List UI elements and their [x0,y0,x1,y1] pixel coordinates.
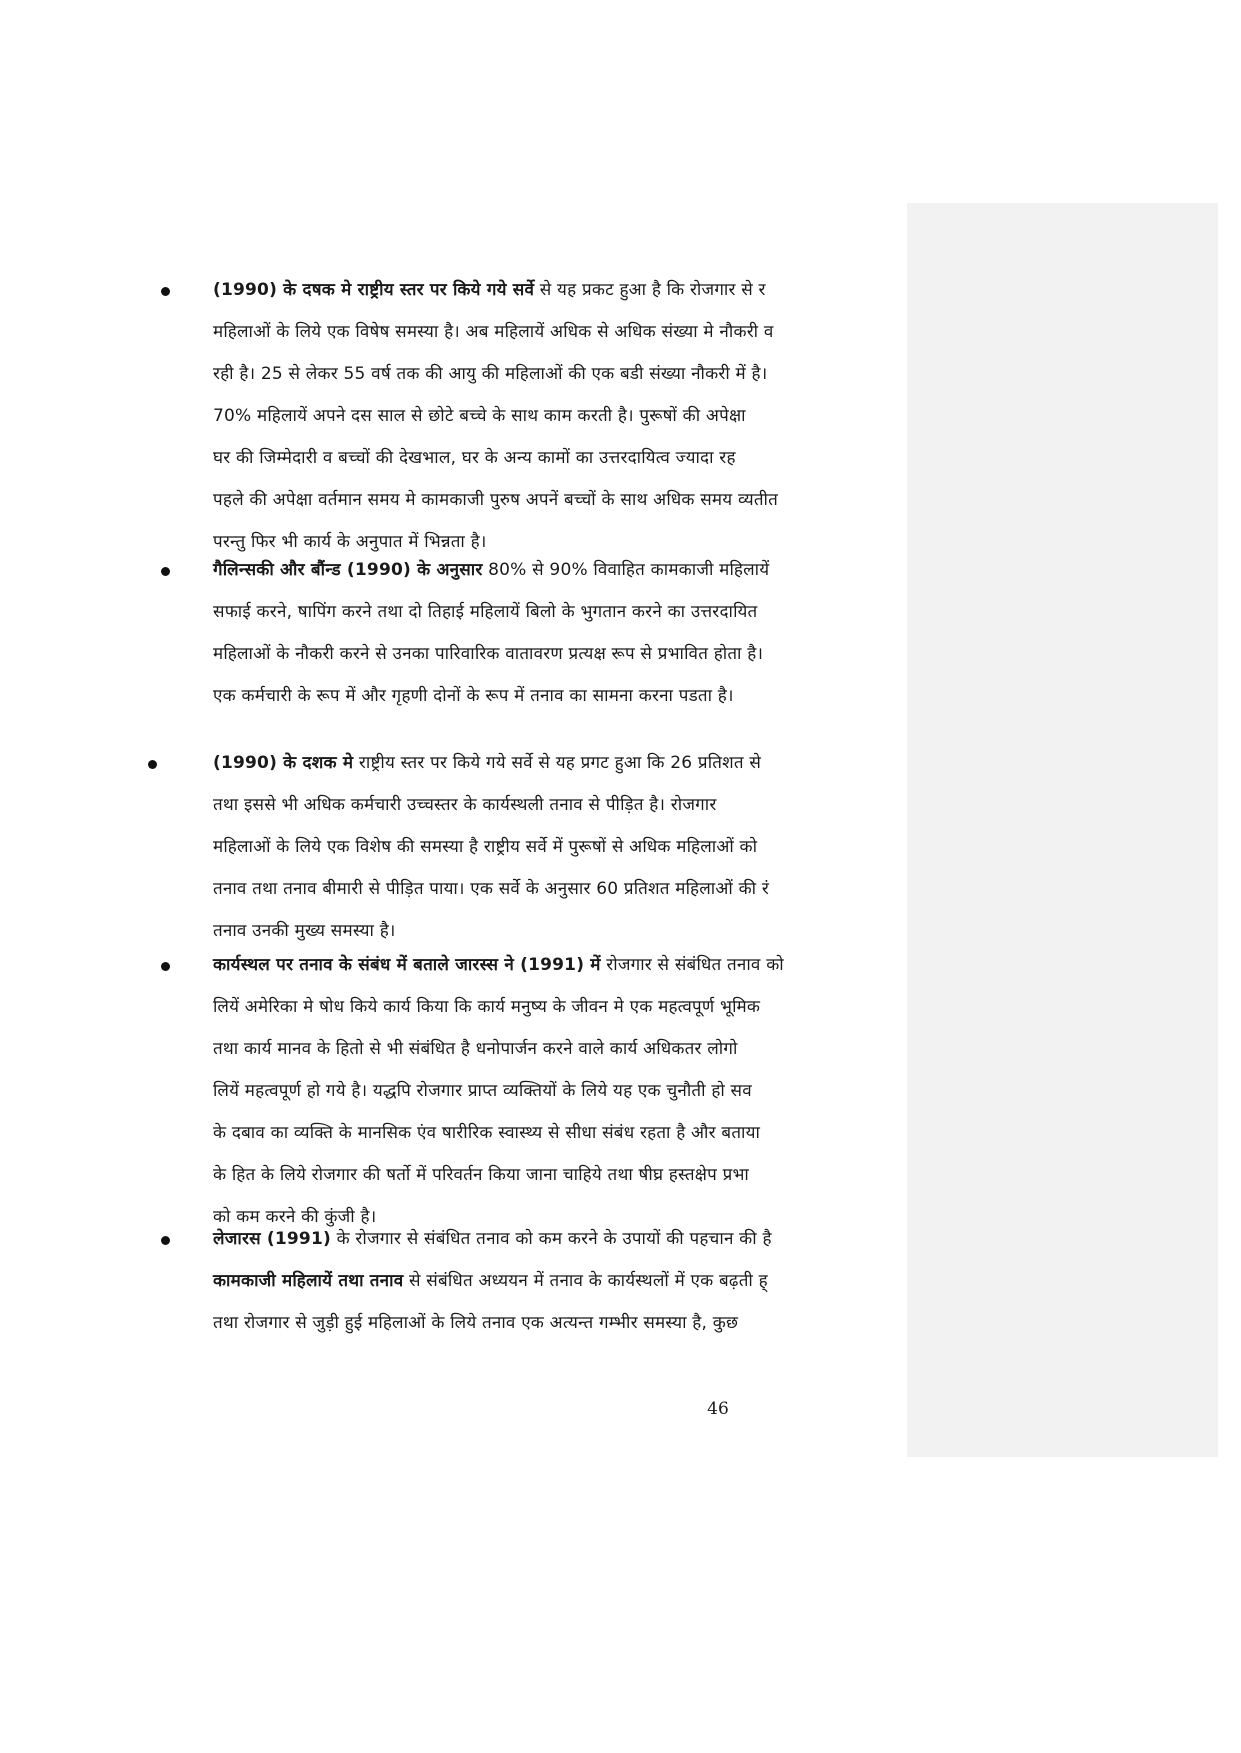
text-run: से संबंधित अध्ययन में तनाव के कार्यस्थलों में एक बढ़ती ह् [403,1271,768,1291]
text-run: तनाव तथा तनाव बीमारी से पीड़ित पाया। एक सर्वे के अनुसार 60 प्रतिशत महिलाओं की रं [213,879,769,899]
text-line [213,1229,772,1249]
text-run: महिलाओं के लिये एक विशेष की समस्या है राष्ट्रीय सर्वे में पुरूषों से अधिक महिलाओं को [213,837,758,857]
text-line [213,686,734,706]
bullet-dot [161,287,170,296]
bold-run: (1990) के दशक मे [213,753,354,773]
text-line [213,322,774,342]
text-line [213,1081,752,1101]
text-line [213,879,769,899]
text-line [213,1313,738,1333]
text-line [213,644,763,664]
text-run: रही है। 25 से लेकर 55 वर्ष तक की आयु की महिलाओं की एक बडी संख्या नौकरी में है। [213,364,768,384]
page-number: 46 [707,1399,729,1419]
text-line [213,1165,749,1185]
text-line [213,1207,376,1227]
text-line [213,532,487,552]
text-line [213,921,396,941]
text-line [213,448,736,468]
text-line [213,1039,738,1059]
text-run: एक कर्मचारी के रूप में और गृहणी दोनों के रूप में तनाव का सामना करना पडता है। [213,686,734,706]
text-run: के रोजगार से संबंधित तनाव को कम करने के उपायों की पहचान की है [330,1229,772,1249]
bold-run: (1990) के दषक मे राष्ट्रीय स्तर पर किये गये सर्वे [213,280,535,300]
text-run: महिलाओं के नौकरी करने से उनका पारिवारिक वातावरण प्रत्यक्ष रूप से प्रभावित होता है। [213,644,764,664]
text-run: परन्तु फिर भी कार्य के अनुपात में भिन्नता है। [213,532,487,552]
text-run: के हित के लिये रोजगार की षर्तो में परिवर्तन किया जाना चाहिये तथा षीघ्र हस्तक्षेप प्रभा [213,1165,750,1185]
text-line [213,280,766,300]
text-line [213,837,757,857]
text-run: तथा रोजगार से जुड़ी हुई महिलाओं के लिये तनाव एक अत्यन्त गम्भीर समस्या है, कुछ [213,1313,739,1333]
text-run: 70% महिलायें अपने दस साल से छोटे बच्चे के साथ काम करती है। पुरूषों की अपेक्षा [213,406,746,426]
bullet-dot [161,962,170,971]
text-run: 80% से 90% विवाहित कामकाजी महिलायें [482,560,770,580]
text-line [213,753,761,773]
text-run: के दबाव का व्यक्ति के मानसिक एंव षारीरिक स्वास्थ्य से सीधा संबंध रहता है और बताया [213,1123,761,1143]
text-run: रोजगार से संबंधित तनाव को [600,955,784,975]
text-run: तथा इससे भी अधिक कर्मचारी उच्चस्तर के कार्यस्थली तनाव से पीड़ित है। रोजगार [213,795,717,815]
bold-run: कार्यस्थल पर तनाव के संबंध में बताले जारस्स ने (1991) में [213,955,601,975]
bold-run: गैलिन्सकी और बौंन्ड (1990) के अनुसार [213,560,483,580]
text-run: महिलाओं के लिये एक विषेष समस्या है। अब महिलायें अधिक से अधिक संख्या मे नौकरी व [213,322,774,342]
text-line [213,997,760,1017]
text-run: पहले की अपेक्षा वर्तमान समय मे कामकाजी पुरुष अपनें बच्चों के साथ अधिक समय व्यतीत [213,490,779,510]
text-line [213,795,716,815]
text-line [213,1271,768,1291]
text-line [213,955,784,975]
text-line [213,560,769,580]
text-run: तनाव उनकी मुख्य समस्या है। [213,921,396,941]
text-line [213,406,746,426]
text-run: से यह प्रकट हुआ है कि रोजगार से र [534,280,766,300]
bullet-dot [161,1236,170,1245]
bullet-dot [161,567,170,576]
bold-run: लेजारस (1991) [213,1229,331,1249]
bold-run: कामकाजी महिलायें तथा तनाव [213,1271,404,1291]
text-run: घर की जिम्मेदारी व बच्चों की देखभाल, घर के अन्य कामों का उत्तरदायित्व ज्यादा रह [213,448,736,468]
comment-pane [907,203,1218,1457]
text-run: को कम करने की कुंजी है। [213,1207,377,1227]
text-run: राष्ट्रीय स्तर पर किये गये सर्वे से यह प्रगट हुआ कि 26 प्रतिशत से [353,753,762,773]
bullet-dot [148,760,157,769]
text-run: लियें महत्वपूर्ण हो गये है। यद्धपि रोजगार प्राप्त व्यक्तियों के लिये यह एक चुनौती हो सव [213,1081,752,1101]
text-line [213,602,757,622]
text-run: लियें अमेरिका मे षोध किये कार्य किया कि कार्य मनुष्य के जीवन मे एक महत्वपूर्ण भूमिक [213,997,761,1017]
text-run: तथा कार्य मानव के हितो से भी संबंधित है धनोपार्जन करने वाले कार्य अधिकतर लोगो [213,1039,738,1059]
text-line [213,490,778,510]
text-line [213,364,767,384]
text-run: सफाई करने, षापिंग करने तथा दो तिहाई महिलायें बिलो के भुगतान करने का उत्तरदायित [213,602,758,622]
text-line [213,1123,760,1143]
